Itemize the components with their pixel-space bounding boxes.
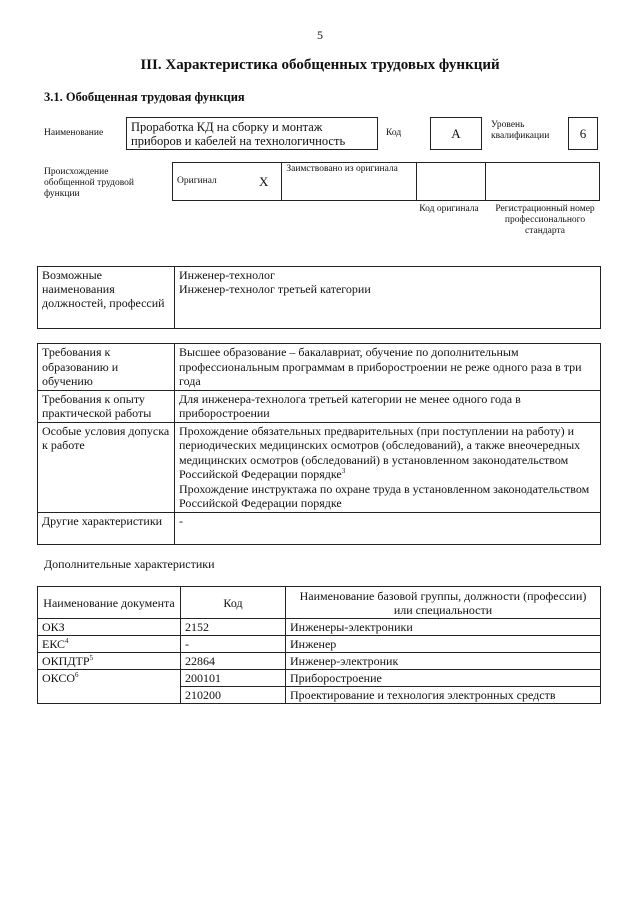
col-header-name: Наименование базовой группы, должности (профессии) или специальности (286, 587, 601, 619)
code-original-caption: Код оригинала (419, 204, 479, 214)
code-okso-1: 200101 (181, 670, 286, 687)
code-box (430, 117, 482, 150)
table-row (38, 653, 601, 670)
doc-okso: ОКСО (42, 671, 76, 685)
page-number: 5 (317, 28, 323, 42)
subsection-title: 3.1. Обобщенная трудовая функция (44, 90, 245, 104)
footnote-5: 5 (89, 654, 94, 662)
doc-okpdtr: ОКПДТР (42, 654, 90, 668)
req-other-label: Другие характеристики (38, 512, 175, 544)
col-header-code: Код (181, 587, 286, 619)
name-label: Наименование (44, 128, 104, 138)
name-okz: Инженеры-электроники (286, 619, 601, 636)
positions-label: Возможные наименования должностей, профессий (38, 267, 175, 329)
code-okpdtr: 22864 (181, 653, 286, 670)
table-row (38, 619, 601, 636)
table-row (38, 636, 601, 653)
req-admission-value: Прохождение обязательных предварительных (при поступлении на работу) и периодических медицинских осмотров (обследований), а также внеочередных медицинских осмотров (обследований) в установленном законодательством Российской Федерации порядке (179, 423, 581, 481)
code-okz: 2152 (181, 619, 286, 636)
original-label: Оригинал (173, 163, 246, 201)
level-box (568, 117, 598, 150)
table-row (38, 670, 601, 687)
code-label: Код (386, 128, 402, 138)
name-okso-1: Приборостроение (286, 670, 601, 687)
req-education-value: Высшее образование – бакалавриат, обучение по дополнительным профессиональным программам в приборостроении не реже одного раза в три года (175, 344, 601, 391)
footnote-6: 6 (75, 671, 79, 679)
section-title: III. Характеристика обобщенных трудовых функций (140, 57, 500, 73)
additional-table (37, 586, 601, 704)
col-header-doc: Наименование документа (38, 587, 181, 619)
req-other-value: - (175, 512, 601, 544)
req-admission-label: Особые условия допуска к работе (38, 422, 175, 512)
origin-label: Происхождение обобщенной трудовой функции (44, 167, 134, 199)
function-name-box (126, 117, 378, 150)
req-experience-value: Для инженера-технолога третьей категории не менее одного года в приборостроении (175, 390, 601, 422)
code-value: A (451, 126, 461, 141)
req-admission-value-2: Прохождение инструктажа по охране труда в установленном законодательством Российской Федерации порядке (179, 481, 590, 510)
position-2: Инженер-технолог третьей категории (179, 282, 371, 296)
name-okso-2: Проектирование и технология электронных средств (286, 687, 601, 704)
function-name: Проработка КД на сборку и монтаж приборов и кабелей на технологичность (131, 120, 346, 148)
position-1: Инженер-технолог (179, 268, 275, 282)
footnote-3: 3 (341, 467, 346, 475)
positions-table (37, 266, 601, 329)
footnote-4: 4 (65, 637, 69, 645)
name-okpdtr: Инженер-электроник (286, 653, 601, 670)
code-okso-2: 210200 (181, 687, 286, 704)
origin-table (172, 162, 600, 201)
doc-eks: ЕКС (42, 637, 66, 651)
additional-title: Дополнительные характеристики (44, 557, 215, 571)
doc-okz: ОКЗ (42, 620, 65, 634)
level-value: 6 (579, 126, 587, 141)
code-original-cell (416, 163, 486, 201)
reg-number-cell (486, 163, 600, 201)
positions-values (175, 267, 601, 329)
reg-number-caption: Регистрационный номер профессионального стандарта (495, 204, 595, 236)
code-eks: - (181, 636, 286, 653)
original-mark: X (246, 163, 282, 201)
requirements-table (37, 343, 601, 545)
req-experience-label: Требования к опыту практической работы (38, 390, 175, 422)
req-education-label: Требования к образованию и обучению (38, 344, 175, 391)
level-label: Уровень квалификации (491, 120, 550, 141)
name-eks: Инженер (286, 636, 601, 653)
req-admission-cell (175, 422, 601, 512)
borrowed-label: Заимствовано из оригинала (282, 163, 416, 201)
